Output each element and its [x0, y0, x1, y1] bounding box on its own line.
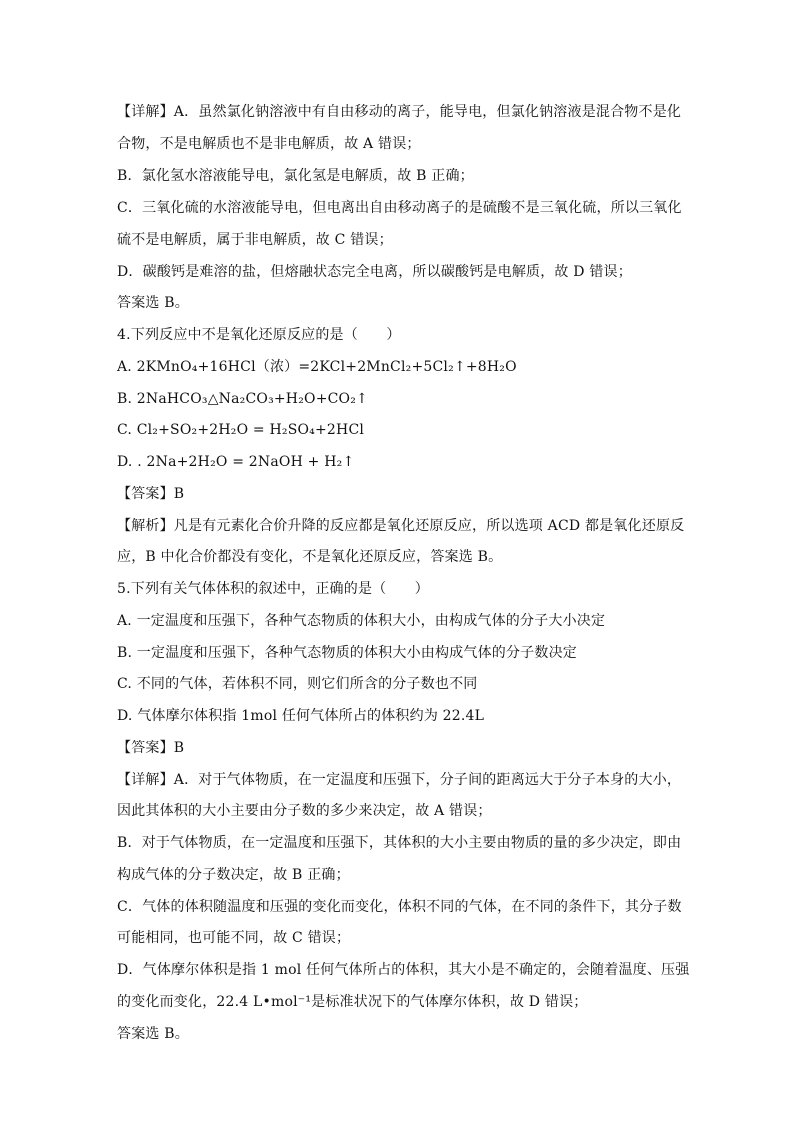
- question-4-stem: 4.下列反应中不是氧化还原反应的是（ ）: [117, 327, 401, 343]
- question-5-detail-7: D．气体摩尔体积是指 1 mol 任何气体所占的体积，其大小是不确定的，会随着温度、压强: [117, 962, 690, 978]
- text-line-7: 答案选 B。: [117, 295, 189, 311]
- question-5-option-b: B. 一定温度和压强下，各种气态物质的体积大小由构成气体的分子数决定: [117, 645, 577, 661]
- text-line-1: 【详解】A．虽然氯化钠溶液中有自由移动的离子，能导电，但氯化钠溶液是混合物不是化: [117, 104, 682, 120]
- question-5-answer: 【答案】B: [117, 740, 185, 756]
- text-line-3: B．氯化氢水溶液能导电，氯化氢是电解质，故 B 正确；: [117, 168, 474, 184]
- question-5-detail-8: 的变化而变化，22.4 L•mol⁻¹是标准状况下的气体摩尔体积，故 D 错误；: [117, 994, 588, 1010]
- question-5-detail-2: 因此其体积的大小主要由分子数的多少来决定，故 A 错误；: [117, 803, 492, 819]
- question-4-option-d: D. . 2Na+2H₂O = 2NaOH + H₂↑: [117, 454, 355, 470]
- question-4-option-c: C. Cl₂+SO₂+2H₂O = H₂SO₄+2HCl: [117, 422, 365, 438]
- question-5-option-d: D. 气体摩尔体积指 1mol 任何气体所占的体积约为 22.4L: [117, 708, 485, 724]
- question-5-detail-5: C．气体的体积随温度和压强的变化而变化，体积不同的气体，在不同的条件下，其分子数: [117, 899, 682, 915]
- question-5-option-c: C. 不同的气体，若体积不同，则它们所含的分子数也不同: [117, 676, 478, 692]
- question-5-detail-3: B．对于气体物质，在一定温度和压强下，其体积的大小主要由物质的量的多少决定，即由: [117, 835, 682, 851]
- question-5-option-a: A. 一定温度和压强下，各种气态物质的体积大小，由构成气体的分子大小决定: [117, 613, 606, 629]
- question-5-detail-1: 【详解】A．对于气体物质，在一定温度和压强下，分子间的距离远大于分子本身的大小，: [117, 772, 682, 788]
- text-line-6: D．碳酸钙是难溶的盐，但熔融状态完全电离，所以碳酸钙是电解质，故 D 错误；: [117, 264, 632, 280]
- text-line-2: 合物，不是电解质也不是非电解质，故 A 错误；: [117, 136, 421, 152]
- question-5-detail-4: 构成气体的分子数决定，故 B 正确；: [117, 867, 350, 883]
- question-4-analysis-1: 【解析】凡是有元素化合价升降的反应都是氧化还原反应，所以选项 ACD 都是氧化还原反: [117, 518, 685, 534]
- question-4-answer: 【答案】B: [117, 486, 185, 502]
- question-5-detail-6: 可能相同，也可能不同，故 C 错误；: [117, 930, 351, 946]
- question-5-final-answer: 答案选 B。: [117, 1026, 189, 1042]
- text-line-4: C．三氧化硫的水溶液能导电，但电离出自由移动离子的是硫酸不是三氧化硫，所以三氧化: [117, 200, 682, 216]
- text-line-5: 硫不是电解质，属于非电解质，故 C 错误；: [117, 232, 393, 248]
- question-4-option-b: B. 2NaHCO₃△Na₂CO₃+H₂O+CO₂↑: [117, 391, 368, 407]
- question-5-stem: 5.下列有关气体体积的叙述中，正确的是（ ）: [117, 581, 429, 597]
- question-4-option-a: A. 2KMnO₄+16HCl（浓）=2KCl+2MnCl₂+5Cl₂↑+8H₂O: [117, 359, 517, 375]
- question-4-analysis-2: 应，B 中化合价都没有变化，不是氧化还原反应，答案选 B。: [117, 549, 503, 565]
